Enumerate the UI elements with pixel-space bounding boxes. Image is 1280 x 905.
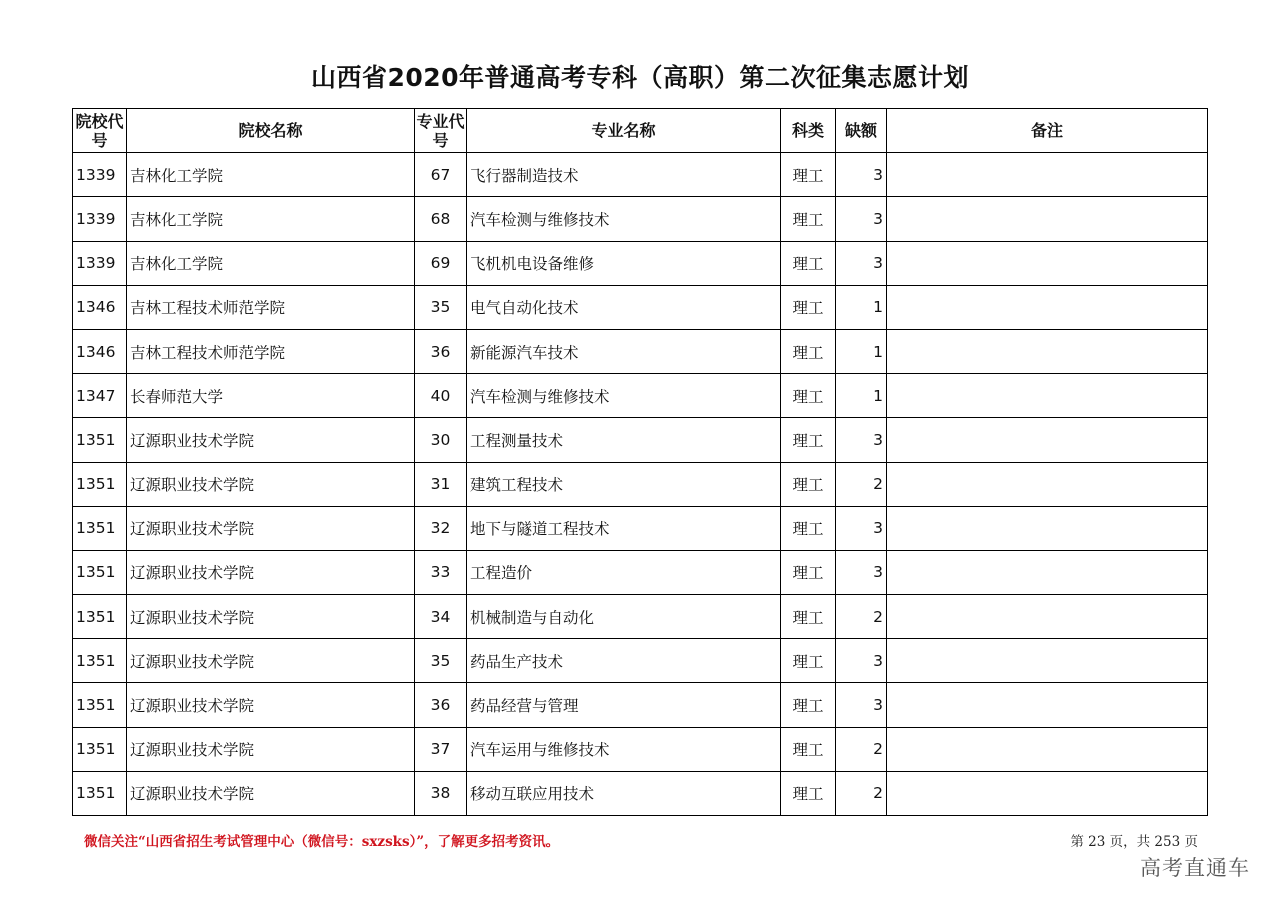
cell-major-code: 35 bbox=[415, 639, 467, 683]
cell-category: 理工 bbox=[781, 197, 836, 241]
cell-school-code: 1346 bbox=[73, 329, 127, 373]
cell-school-name: 吉林化工学院 bbox=[127, 153, 415, 197]
cell-major-name: 飞行器制造技术 bbox=[467, 153, 781, 197]
cell-school-name: 吉林化工学院 bbox=[127, 197, 415, 241]
cell-vacancy: 1 bbox=[836, 285, 887, 329]
cell-vacancy: 3 bbox=[836, 506, 887, 550]
cell-note bbox=[887, 329, 1208, 373]
cell-major-name: 药品生产技术 bbox=[467, 639, 781, 683]
cell-vacancy: 3 bbox=[836, 639, 887, 683]
cell-school-code: 1351 bbox=[73, 771, 127, 815]
cell-vacancy: 2 bbox=[836, 727, 887, 771]
table-row bbox=[73, 683, 1208, 727]
table-row bbox=[73, 462, 1208, 506]
cell-school-code: 1339 bbox=[73, 241, 127, 285]
page-title: 山西省2020年普通高考专科（高职）第二次征集志愿计划 bbox=[310, 63, 970, 92]
footer-wechat-note: 微信关注“山西省招生考试管理中心（微信号：sxzsks）”，了解更多招考资讯。 bbox=[84, 834, 560, 850]
cell-note bbox=[887, 550, 1208, 594]
cell-note bbox=[887, 153, 1208, 197]
cell-school-code: 1351 bbox=[73, 727, 127, 771]
table-row bbox=[73, 418, 1208, 462]
cell-major-code: 68 bbox=[415, 197, 467, 241]
cell-school-name: 吉林工程技术师范学院 bbox=[127, 285, 415, 329]
header-vacancy: 缺额 bbox=[836, 109, 887, 153]
cell-school-code: 1339 bbox=[73, 153, 127, 197]
cell-major-code: 40 bbox=[415, 374, 467, 418]
watermark-logo: 高考直通车 bbox=[1140, 856, 1250, 880]
table-row bbox=[73, 285, 1208, 329]
cell-vacancy: 3 bbox=[836, 153, 887, 197]
cell-note bbox=[887, 639, 1208, 683]
cell-note bbox=[887, 241, 1208, 285]
cell-major-code: 37 bbox=[415, 727, 467, 771]
cell-category: 理工 bbox=[781, 595, 836, 639]
cell-major-code: 34 bbox=[415, 595, 467, 639]
cell-major-code: 35 bbox=[415, 285, 467, 329]
header-major-name: 专业名称 bbox=[467, 109, 781, 153]
table-row bbox=[73, 771, 1208, 815]
cell-category: 理工 bbox=[781, 639, 836, 683]
cell-major-code: 32 bbox=[415, 506, 467, 550]
cell-vacancy: 2 bbox=[836, 771, 887, 815]
cell-category: 理工 bbox=[781, 329, 836, 373]
cell-school-name: 辽源职业技术学院 bbox=[127, 506, 415, 550]
cell-school-code: 1351 bbox=[73, 639, 127, 683]
cell-school-name: 辽源职业技术学院 bbox=[127, 683, 415, 727]
cell-note bbox=[887, 285, 1208, 329]
cell-major-name: 电气自动化技术 bbox=[467, 285, 781, 329]
cell-category: 理工 bbox=[781, 418, 836, 462]
cell-note bbox=[887, 197, 1208, 241]
cell-school-name: 吉林化工学院 bbox=[127, 241, 415, 285]
cell-note bbox=[887, 374, 1208, 418]
cell-school-code: 1351 bbox=[73, 550, 127, 594]
cell-school-code: 1346 bbox=[73, 285, 127, 329]
cell-major-name: 飞机机电设备维修 bbox=[467, 241, 781, 285]
table-row bbox=[73, 241, 1208, 285]
cell-note bbox=[887, 506, 1208, 550]
table-row bbox=[73, 595, 1208, 639]
cell-category: 理工 bbox=[781, 241, 836, 285]
cell-school-name: 辽源职业技术学院 bbox=[127, 639, 415, 683]
cell-category: 理工 bbox=[781, 153, 836, 197]
cell-major-code: 69 bbox=[415, 241, 467, 285]
header-row bbox=[73, 109, 1208, 153]
cell-note bbox=[887, 418, 1208, 462]
table-row bbox=[73, 197, 1208, 241]
cell-vacancy: 3 bbox=[836, 550, 887, 594]
cell-note bbox=[887, 771, 1208, 815]
cell-major-name: 新能源汽车技术 bbox=[467, 329, 781, 373]
cell-vacancy: 1 bbox=[836, 329, 887, 373]
cell-school-name: 吉林工程技术师范学院 bbox=[127, 329, 415, 373]
cell-major-name: 工程造价 bbox=[467, 550, 781, 594]
cell-major-name: 地下与隧道工程技术 bbox=[467, 506, 781, 550]
cell-major-code: 30 bbox=[415, 418, 467, 462]
cell-school-code: 1351 bbox=[73, 462, 127, 506]
cell-school-name: 辽源职业技术学院 bbox=[127, 550, 415, 594]
cell-category: 理工 bbox=[781, 462, 836, 506]
cell-category: 理工 bbox=[781, 374, 836, 418]
cell-category: 理工 bbox=[781, 683, 836, 727]
header-category: 科类 bbox=[781, 109, 836, 153]
cell-major-name: 移动互联应用技术 bbox=[467, 771, 781, 815]
cell-school-code: 1351 bbox=[73, 683, 127, 727]
cell-note bbox=[887, 462, 1208, 506]
cell-school-name: 辽源职业技术学院 bbox=[127, 727, 415, 771]
cell-school-code: 1347 bbox=[73, 374, 127, 418]
cell-vacancy: 3 bbox=[836, 197, 887, 241]
cell-school-name: 辽源职业技术学院 bbox=[127, 462, 415, 506]
cell-note bbox=[887, 595, 1208, 639]
cell-major-name: 汽车检测与维修技术 bbox=[467, 374, 781, 418]
cell-school-name: 长春师范大学 bbox=[127, 374, 415, 418]
cell-major-name: 工程测量技术 bbox=[467, 418, 781, 462]
cell-vacancy: 2 bbox=[836, 462, 887, 506]
cell-note bbox=[887, 727, 1208, 771]
cell-note bbox=[887, 683, 1208, 727]
cell-school-code: 1351 bbox=[73, 595, 127, 639]
cell-vacancy: 3 bbox=[836, 683, 887, 727]
cell-school-code: 1351 bbox=[73, 506, 127, 550]
cell-school-code: 1339 bbox=[73, 197, 127, 241]
table-row bbox=[73, 550, 1208, 594]
header-major-code: 专业代号 bbox=[415, 109, 467, 153]
header-note: 备注 bbox=[887, 109, 1208, 153]
cell-vacancy: 1 bbox=[836, 374, 887, 418]
cell-school-name: 辽源职业技术学院 bbox=[127, 595, 415, 639]
cell-major-name: 机械制造与自动化 bbox=[467, 595, 781, 639]
cell-vacancy: 3 bbox=[836, 418, 887, 462]
table-row bbox=[73, 329, 1208, 373]
cell-vacancy: 2 bbox=[836, 595, 887, 639]
page-number: 第 23 页，共 253 页 bbox=[1070, 834, 1198, 850]
cell-category: 理工 bbox=[781, 506, 836, 550]
cell-major-code: 36 bbox=[415, 683, 467, 727]
cell-school-name: 辽源职业技术学院 bbox=[127, 771, 415, 815]
cell-major-code: 67 bbox=[415, 153, 467, 197]
cell-category: 理工 bbox=[781, 550, 836, 594]
cell-major-name: 汽车检测与维修技术 bbox=[467, 197, 781, 241]
cell-category: 理工 bbox=[781, 727, 836, 771]
table-row bbox=[73, 506, 1208, 550]
table-row bbox=[73, 153, 1208, 197]
cell-category: 理工 bbox=[781, 771, 836, 815]
table-row bbox=[73, 374, 1208, 418]
cell-major-name: 汽车运用与维修技术 bbox=[467, 727, 781, 771]
cell-major-name: 建筑工程技术 bbox=[467, 462, 781, 506]
cell-major-code: 36 bbox=[415, 329, 467, 373]
cell-major-code: 38 bbox=[415, 771, 467, 815]
cell-school-code: 1351 bbox=[73, 418, 127, 462]
cell-category: 理工 bbox=[781, 285, 836, 329]
cell-school-name: 辽源职业技术学院 bbox=[127, 418, 415, 462]
cell-major-code: 31 bbox=[415, 462, 467, 506]
table-row bbox=[73, 639, 1208, 683]
header-school-code: 院校代号 bbox=[73, 109, 127, 153]
cell-major-code: 33 bbox=[415, 550, 467, 594]
table-row bbox=[73, 727, 1208, 771]
header-school-name: 院校名称 bbox=[127, 109, 415, 153]
plan-table bbox=[72, 108, 1208, 816]
cell-major-name: 药品经营与管理 bbox=[467, 683, 781, 727]
cell-vacancy: 3 bbox=[836, 241, 887, 285]
